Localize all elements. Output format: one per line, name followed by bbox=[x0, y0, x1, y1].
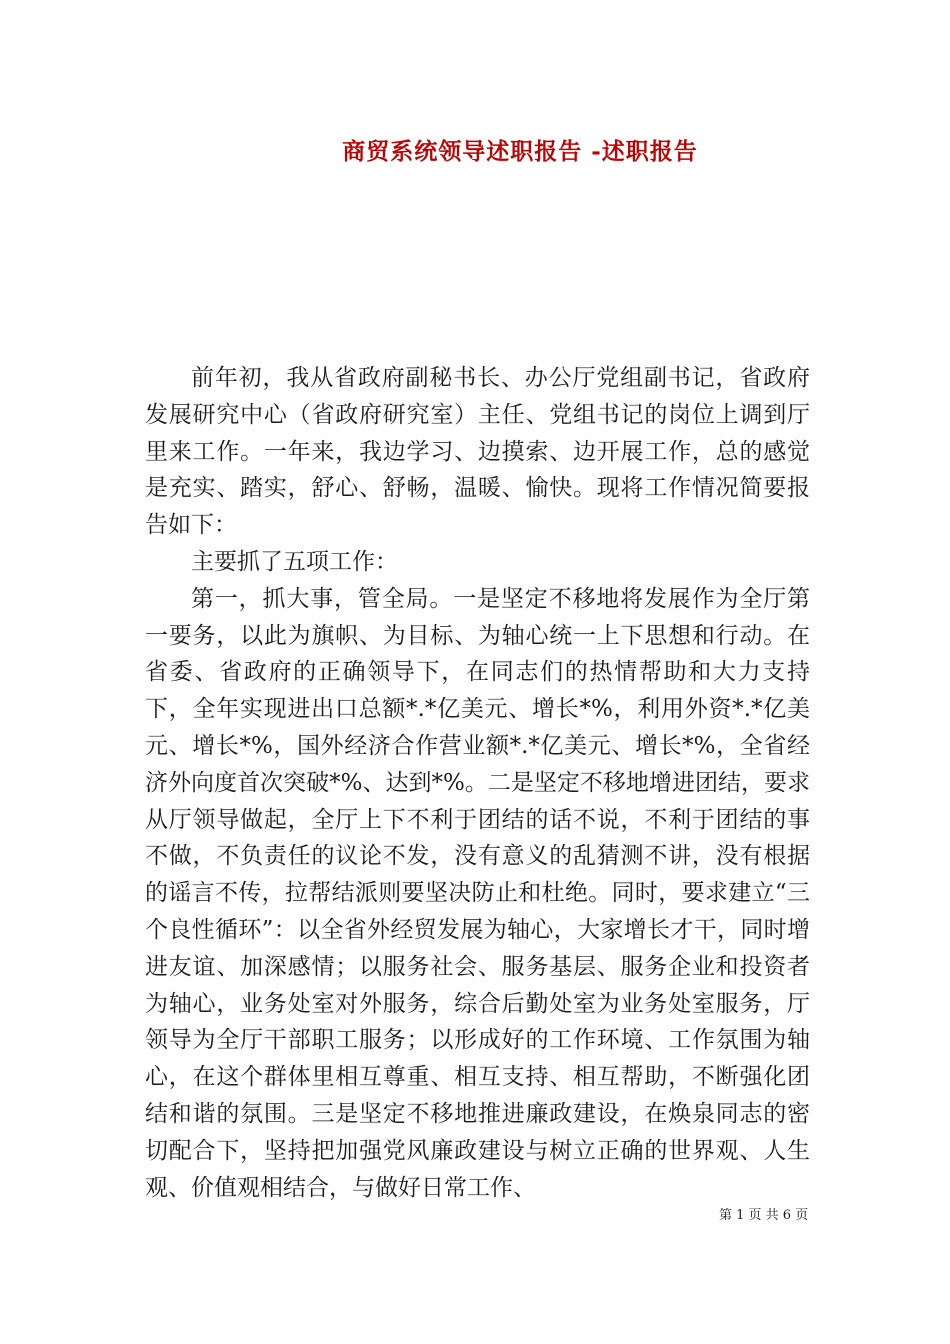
page-number-footer: 第 1 页 共 6 页 bbox=[719, 1208, 809, 1223]
page-title: 商贸系统领导述职报告 -述职报告 bbox=[342, 138, 698, 165]
paragraph-first-item: 第一，抓大事，管全局。一是坚定不移地将发展作为全厅第一要务，以此为旗帜、为目标、为轴心统一上下思想和行动。在省委、省政府的正确领导下，在同志们的热情帮助和大力支持下，全年实现进出口总额*.*亿美元、增长*%，利用外资*.*亿美元、增长*%，国外经济合作营业额*.*亿美元、增长*%，全省经济外向度首次突破*%、达到*%。二是坚定不移地增进团结，要求从厅领导做起，全厅上下不利于团结的话不说，不利于团结的事不做，不负责任的议论不发，没有意义的乱猜测不讲，没有根据的谣言不传，拉帮结派则要坚决防止和杜绝。同时，要求建立“三个良性循环”：以全省外经贸发展为轴心，大家增长才干，同时增进友谊、加深感情；以服务社会、服务基层、服务企业和投资者为轴心，业务处室对外服务，综合后勤处室为业务处室服务，厅领导为全厅干部职工服务；以形成好的工作环境、工作氛围为轴心，在这个群体里相互尊重、相互支持、相互帮助，不断强化团结和谐的氛围。三是坚定不移地推进廉政建设，在焕泉同志的密切配合下，坚持把加强党风廉政建设与树立正确的世界观、人生观、价值观相结合，与做好日常工作、 bbox=[145, 585, 810, 1201]
document-body bbox=[145, 360, 810, 1206]
paragraph-intro: 前年初，我从省政府副秘书长、办公厅党组副书记，省政府发展研究中心（省政府研究室）主任、党组书记的岗位上调到厅里来工作。一年来，我边学习、边摸索、边开展工作，总的感觉是充实、踏实，舒心、舒畅，温暖、愉快。现将工作情况简要报告如下： bbox=[145, 365, 810, 539]
paragraph-summary-heading: 主要抓了五项工作： bbox=[191, 548, 398, 575]
